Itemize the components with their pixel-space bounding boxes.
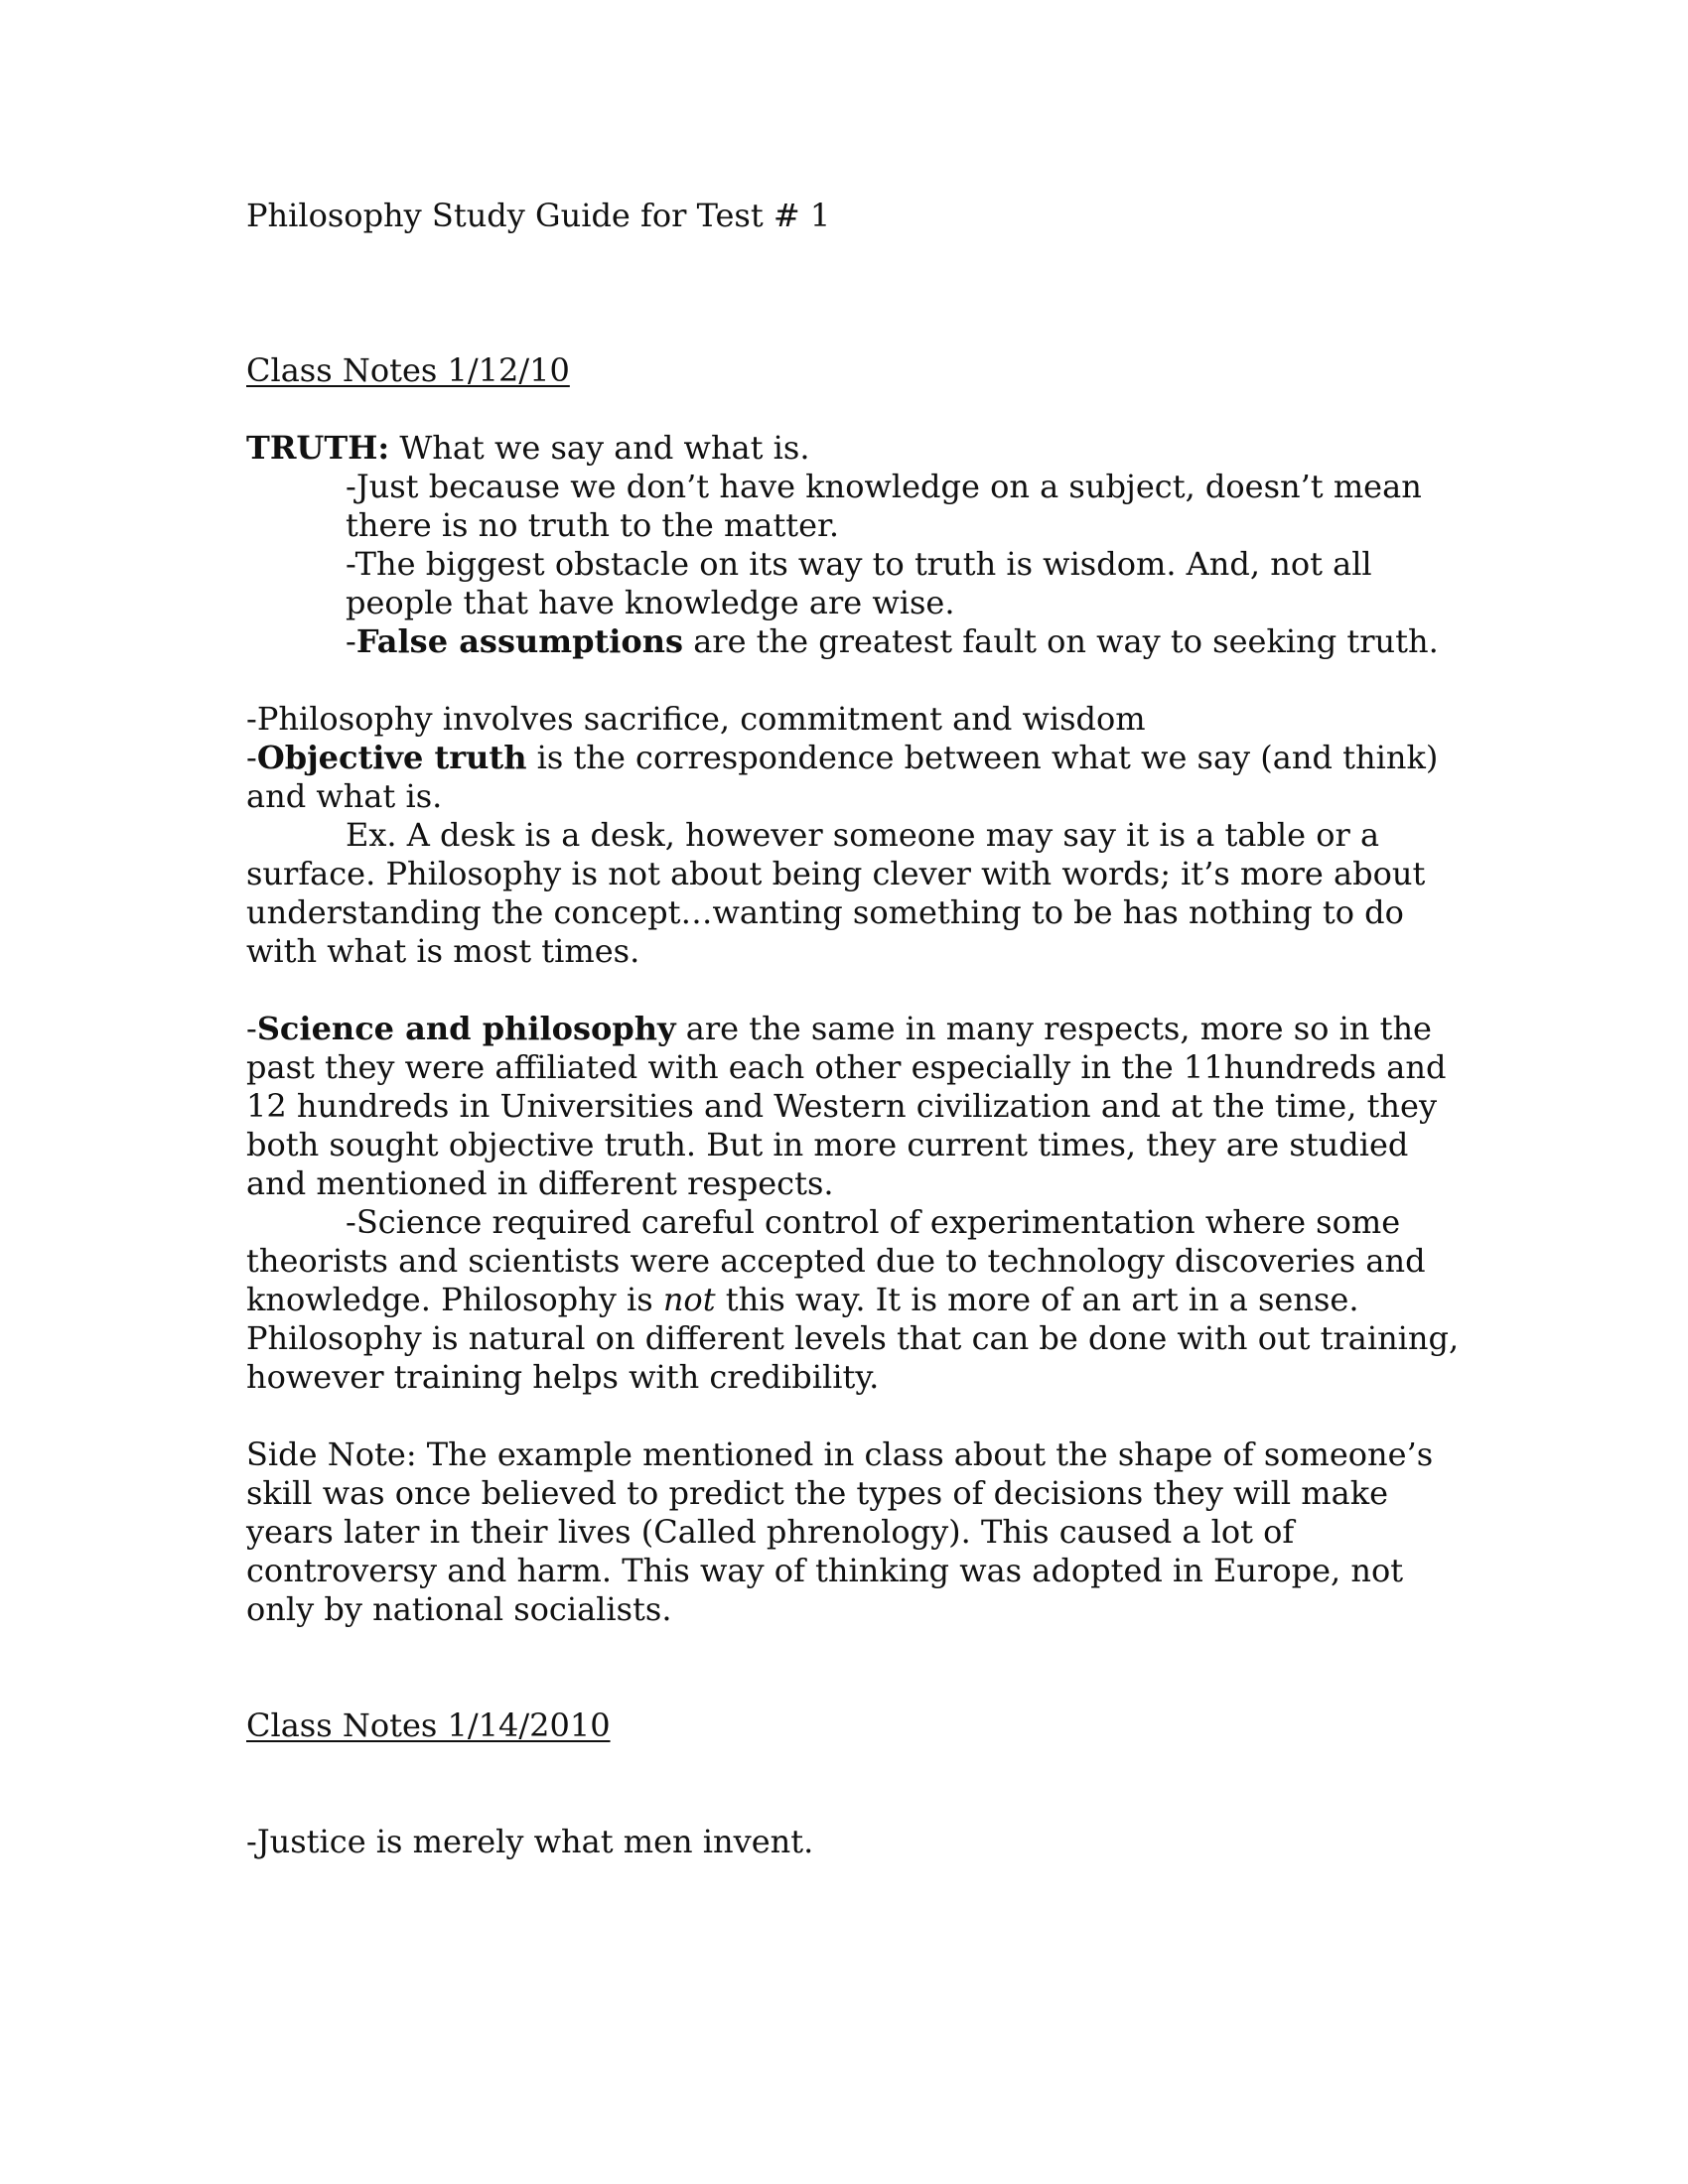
desk-example: Ex. A desk is a desk, however someone may say it is a table or a surface. Philosophy is not about being clever with words; it’s more about understanding the concept…wanting something to be has nothing to do with what is most times. bbox=[246, 816, 1426, 970]
false-assumptions-point bbox=[246, 622, 1468, 661]
document-page bbox=[246, 197, 1468, 1861]
science2-text-after: this way. It is more of an art in a sense. Philosophy is natural on different levels that can be done with out training, however training helps with credibility. bbox=[246, 1281, 1460, 1396]
section-heading-1-12-10: Class Notes 1/12/10 bbox=[246, 351, 570, 389]
truth-point-1: -Just because we don’t have knowledge on a subject, doesn’t mean there is no truth to the matter. bbox=[346, 468, 1422, 544]
truth-definition bbox=[246, 429, 1468, 468]
science-philosophy-term: Science and philosophy bbox=[256, 1010, 676, 1047]
philosophy-line: -Philosophy involves sacrifice, commitment and wisdom bbox=[246, 700, 1146, 738]
justice-line: -Justice is merely what men invent. bbox=[246, 1823, 814, 1860]
false-assumptions-term: False assumptions bbox=[355, 622, 684, 660]
truth-def-text: What we say and what is. bbox=[389, 429, 810, 467]
document-title: Philosophy Study Guide for Test # 1 bbox=[246, 197, 831, 234]
objective-prefix: - bbox=[246, 739, 257, 776]
false-assumptions-text: are the greatest fault on way to seeking truth. bbox=[683, 622, 1439, 660]
science2-text-before: -Science required careful control of experimentation where some theorists and scientists were accepted due to technology discoveries and knowledge. Philosophy is bbox=[246, 1203, 1426, 1318]
truth-label: TRUTH: bbox=[246, 429, 390, 467]
objective-truth-paragraph bbox=[246, 739, 1468, 816]
science2-emphasis: not bbox=[662, 1281, 716, 1318]
section-heading-1-14-2010: Class Notes 1/14/2010 bbox=[246, 1706, 611, 1744]
side-note: Side Note: The example mentioned in class about the shape of someone’s skill was once believed to predict the types of decisions they will make years later in their lives (Called phrenology). This caused a lot of controversy and harm. This way of thinking was adopted in Europe, not only by national socialists. bbox=[246, 1435, 1434, 1628]
truth-point-2: -The biggest obstacle on its way to truth is wisdom. And, not all people that have knowledge are wise. bbox=[346, 545, 1372, 621]
science-prefix: - bbox=[246, 1010, 257, 1047]
objective-truth-term: Objective truth bbox=[256, 739, 527, 776]
objective-truth-text: is the correspondence between what we say (and think) and what is. bbox=[246, 739, 1439, 815]
science-experimentation-paragraph bbox=[246, 1203, 1468, 1397]
false-assumptions-prefix: - bbox=[346, 622, 356, 660]
science-philosophy-paragraph bbox=[246, 1010, 1468, 1203]
science-philosophy-text: are the same in many respects, more so in the past they were affiliated with each other especially in the 11hundreds and 12 hundreds in Universities and Western civilization and at the time, they both sought objective truth. But in more current times, they are studied and mentioned in different respects. bbox=[246, 1010, 1447, 1202]
